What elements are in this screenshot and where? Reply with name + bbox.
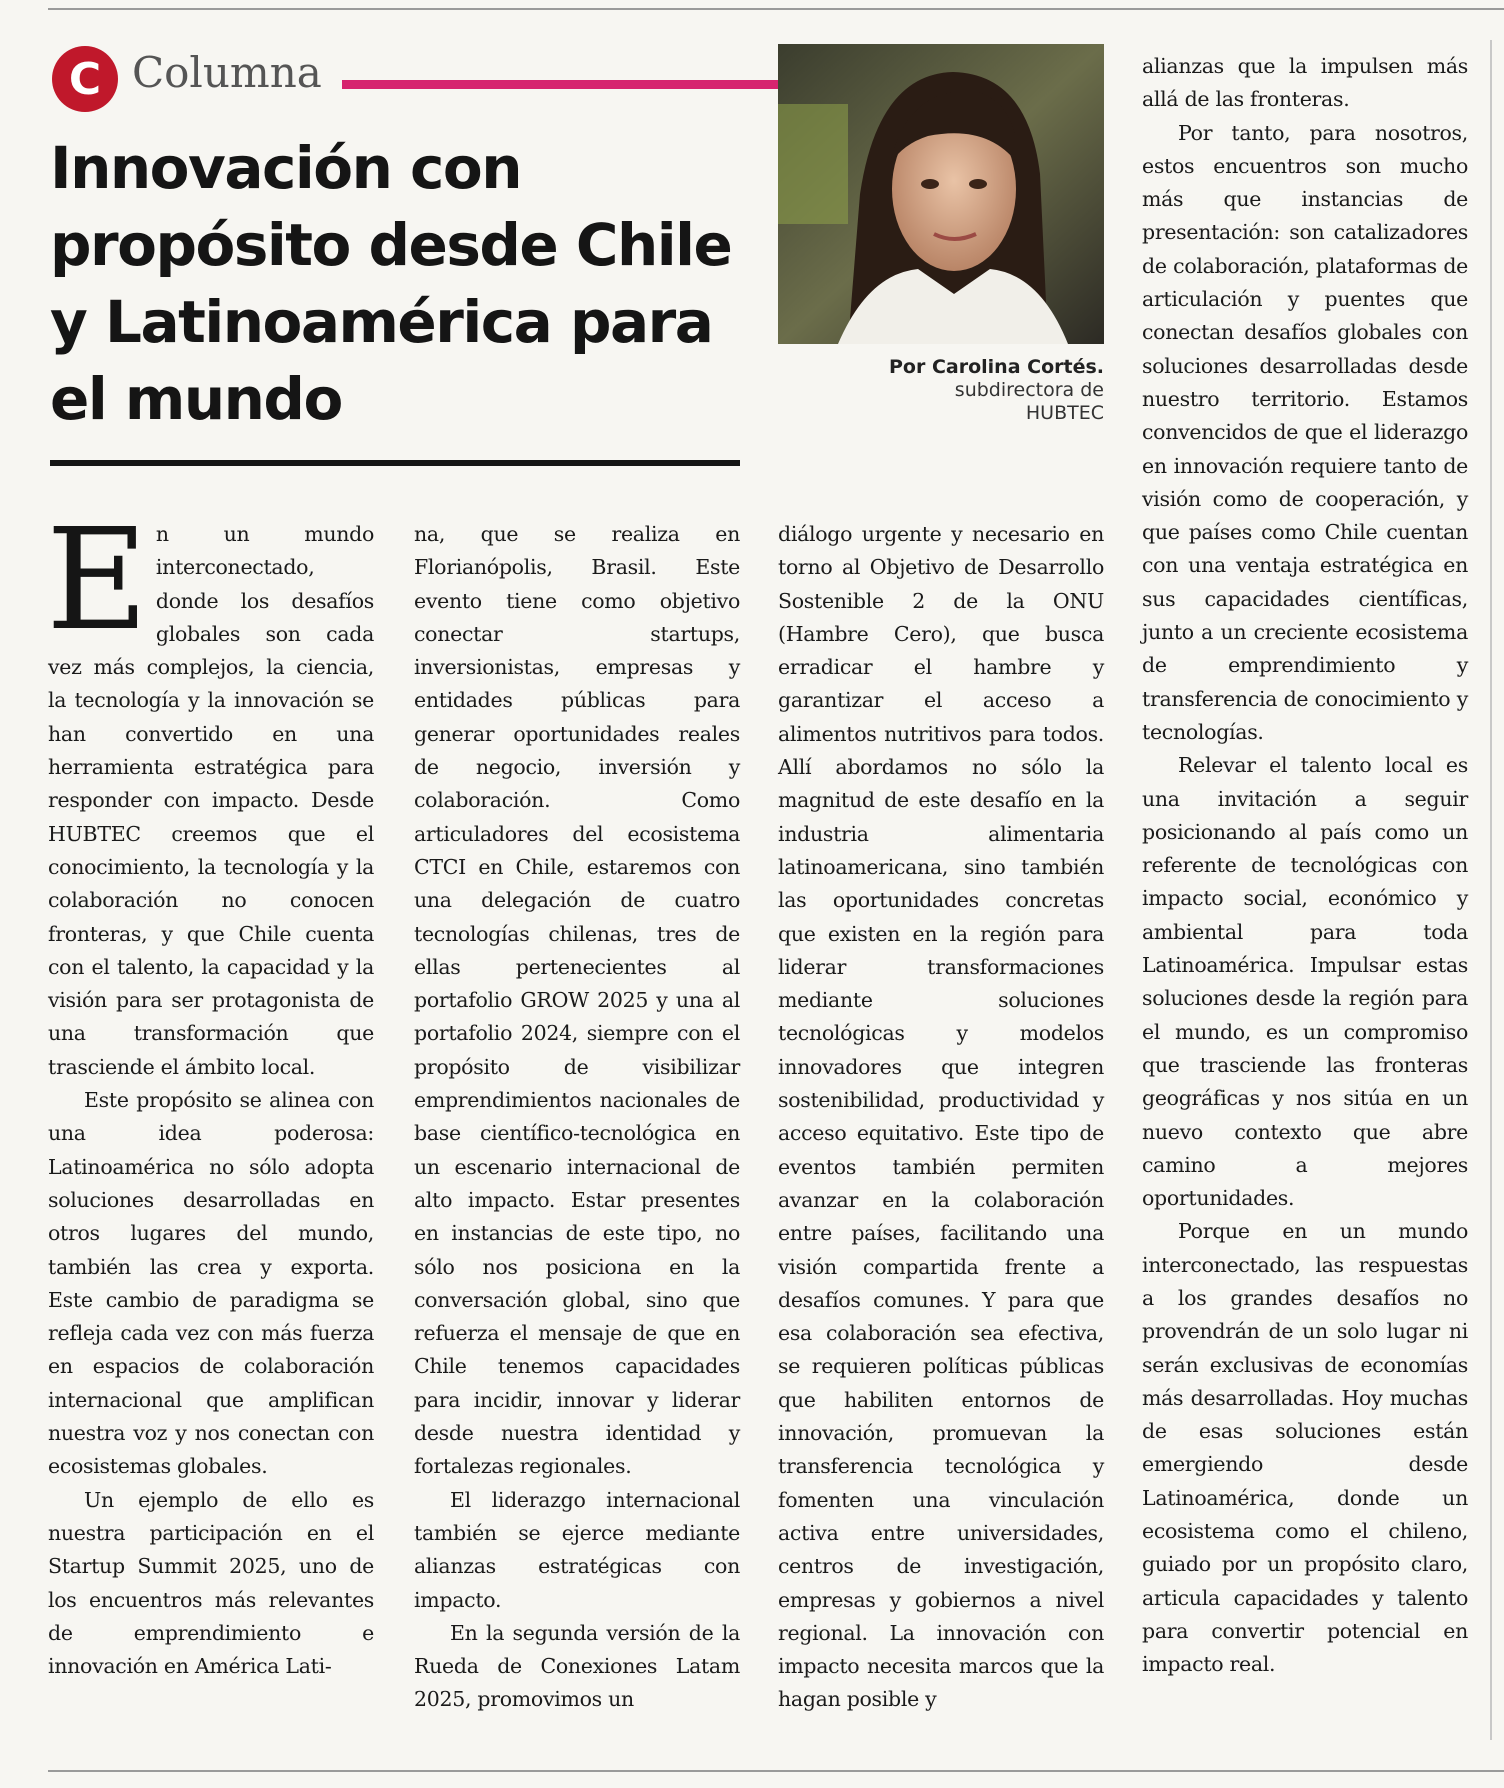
paragraph: diálogo urgente y necesario en torno al Objetivo de Desarrollo Sostenible 2 de la ONU (Hambre Cero), que busca erradicar el hambre y garantizar el acceso a alimentos nutritivos para todos. Allí abordamos no sólo la magnitud de este desafío en la industria alimentaria latinoamericana, sino también las oportunidades concretas que existen en la región para liderar transformaciones mediante soluciones tecnológicas y modelos innovadores que integren sostenibilidad, productividad y acceso equitativo. Este tipo de eventos también permiten avanzar en la colaboración entre países, facilitando una visión compartida frente a desafíos comunes. Y para que esa colaboración sea efectiva, se requieren políticas públicas que habiliten entornos de innovación, promuevan la transferencia tecnológica y fomenten una vinculación activa entre universidades, centros de investigación, empresas y gobiernos a nivel regional. La innovación con impacto necesita marcos que la hagan posible y — [778, 522, 1104, 1712]
article-column-3 — [778, 518, 1104, 1717]
paragraph: Un ejemplo de ello es nuestra participación en el Startup Summit 2025, uno de los encuentros más relevantes de emprendimiento e innovación en América Lati- — [48, 1487, 374, 1679]
article-column-1 — [46, 499, 374, 1683]
article-column-4 — [1142, 50, 1468, 1682]
top-rule — [48, 8, 1504, 10]
paragraph: alianzas que la impulsen más allá de las fronteras. — [1142, 54, 1468, 112]
paragraph — [46, 499, 374, 1084]
paragraph-text: n un mundo interconectado, donde los desafíos globales son cada vez más complejos, la ciencia, la tecnología y la innovación se han convertido en una herramienta estratégica para responder con impacto. Desde HUBTEC creemos que el conocimiento, la tecnología y la colaboración no conocen fronteras, y que Chile cuenta con el talento, la capacidad y la visión para ser protagonista de una transformación que trasciende el ámbito local. — [48, 522, 374, 1079]
paragraph: El liderazgo internacional también se ejerce mediante alianzas estratégicas con impacto. — [414, 1487, 740, 1612]
author-role-line2: HUBTEC — [1025, 402, 1104, 424]
paragraph: na, que se realiza en Florianópolis, Brasil. Este evento tiene como objetivo conectar startups, inversionistas, empresas y entidades públicas para generar oportunidades reales de negocio, inversión y colaboración. Como articuladores del ecosistema CTCI en Chile, estaremos con una delegación de cuatro tecnologías chilenas, tres de ellas pertenecientes al portafolio GROW 2025 y una al portafolio 2024, siempre con el propósito de visibilizar emprendimientos nacionales de base científico-tecnológica en un escenario internacional de alto impacto. Estar presentes en instancias de este tipo, no sólo nos posiciona en la conversación global, sino que refuerza el mensaje de que en Chile tenemos capacidades para incidir, innovar y liderar desde nuestra identidad y fortalezas regionales. — [414, 522, 740, 1479]
section-badge — [52, 46, 118, 112]
paragraph: Este propósito se alinea con una idea poderosa: Latinoamérica no sólo adopta soluciones desarrolladas en otros lugares del mundo, también las crea y exporta. Este cambio de paradigma se refleja cada vez con más fuerza en espacios de colaboración internacional que amplifican nuestra voz y nos conectan con ecosistemas globales. — [48, 1088, 374, 1479]
paragraph: Por tanto, para nosotros, estos encuentros son mucho más que instancias de presentación: son catalizadores de colaboración, plataformas de articulación y puentes que conectan desafíos globales con soluciones desarrolladas desde nuestro territorio. Estamos convencidos de que el liderazgo en innovación requiere tanto de visión como de cooperación, y que países como Chile cuentan con una ventaja estratégica en sus capacidades científicas, junto a un creciente ecosistema de emprendimiento y transferencia de conocimiento y tecnologías. — [1142, 120, 1468, 744]
right-margin-rule — [1490, 40, 1492, 1740]
paragraph: Relevar el talento local es una invitación a seguir posicionando al país como un referente de tecnológicas con impacto social, económico y ambiental para toda Latinoamérica. Impulsar estas soluciones desde la región para el mundo, es un compromiso que trasciende las fronteras geográficas y nos sitúa en un nuevo contexto que abre camino a mejores oportunidades. — [1142, 753, 1468, 1211]
headline: Innovación con propósito desde Chile y Latinoamérica para el mundo — [50, 134, 732, 433]
article-column-2 — [414, 518, 740, 1717]
section-label: Columna — [132, 48, 322, 97]
bottom-rule — [48, 1770, 1504, 1772]
headline-rule — [50, 460, 740, 466]
author-role-line1: subdirectora de — [954, 379, 1104, 401]
section-accent-line — [342, 80, 782, 89]
author-name: Por Carolina Cortés. — [888, 356, 1104, 378]
author-photo — [778, 44, 1104, 344]
section-badge-letter: C — [68, 53, 102, 105]
paragraph: En la segunda versión de la Rueda de Conexiones Latam 2025, promovimos un — [414, 1620, 740, 1712]
byline — [780, 356, 1104, 425]
drop-cap: E — [46, 499, 148, 662]
author-portrait-image — [778, 44, 1104, 344]
paragraph: Porque en un mundo interconectado, las respuestas a los grandes desafíos no provendrán de un solo lugar ni serán exclusivas de economías más desarrolladas. Hoy muchas de esas soluciones están emergiendo desde Latinoamérica, donde un ecosistema como el chileno, guiado por un propósito claro, articula capacidades y talento para convertir potencial en impacto real. — [1142, 1219, 1468, 1677]
